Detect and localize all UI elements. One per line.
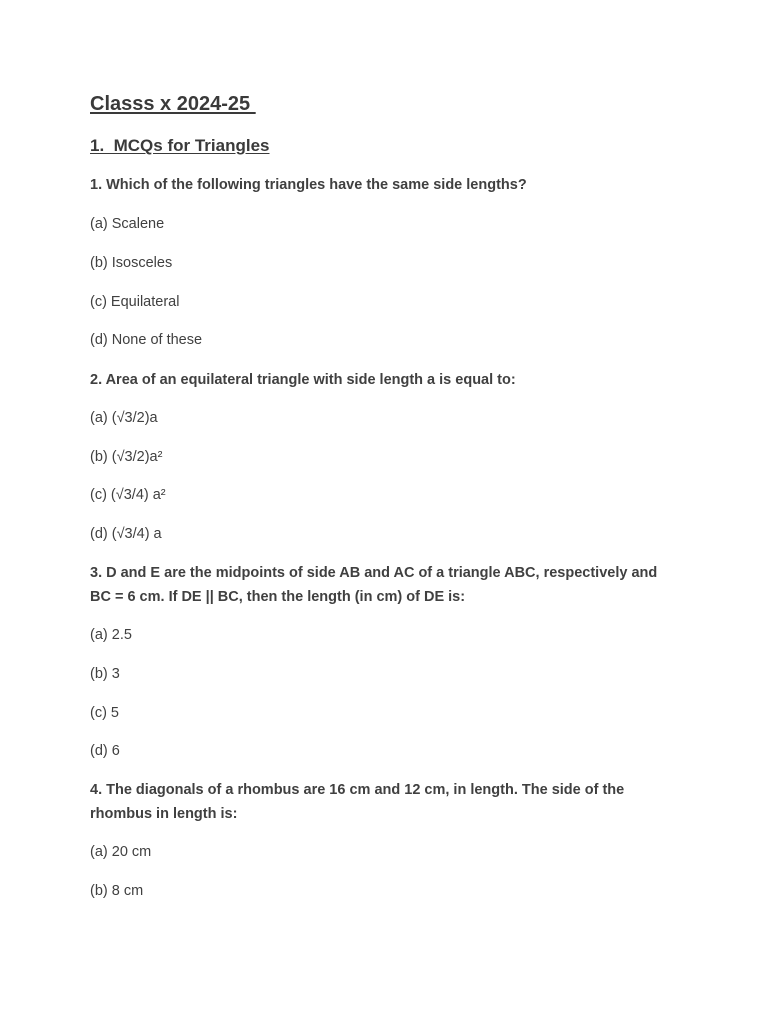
- question-2-option-b: (b) (√3/2)a²: [90, 449, 163, 465]
- question-3-option-a: (a) 2.5: [90, 627, 132, 643]
- question-3-option-c: (c) 5: [90, 705, 119, 721]
- question-1-option-c: (c) Equilateral: [90, 294, 180, 310]
- question-4-option-b: (b) 8 cm: [90, 883, 144, 899]
- question-1-option-d: (d) None of these: [90, 332, 203, 348]
- question-1-option-b: (b) Isosceles: [90, 255, 173, 271]
- question-2-option-c: (c) (√3/4) a²: [90, 487, 166, 503]
- question-2-option-d: (d) (√3/4) a: [90, 526, 162, 542]
- question-1-option-a: (a) Scalene: [90, 216, 165, 232]
- question-2: 2. Area of an equilateral triangle with side length a is equal to:: [90, 372, 516, 388]
- question-3: 3. D and E are the midpoints of side AB and AC of a triangle ABC, respectively and BC = 6 cm. If DE || BC, then the length (in cm) of DE is:: [90, 565, 658, 605]
- question-3-option-b: (b) 3: [90, 666, 120, 682]
- section-heading: 1. MCQs for Triangles: [90, 136, 270, 155]
- question-3-option-d: (d) 6: [90, 743, 120, 759]
- question-1: 1. Which of the following triangles have the same side lengths?: [90, 177, 527, 193]
- question-4-option-a: (a) 20 cm: [90, 844, 152, 860]
- question-4: 4. The diagonals of a rhombus are 16 cm and 12 cm, in length. The side of the rhombus in length is:: [90, 782, 625, 822]
- document-title: Classs x 2024-25: [90, 93, 256, 115]
- question-2-option-a: (a) (√3/2)a: [90, 410, 158, 426]
